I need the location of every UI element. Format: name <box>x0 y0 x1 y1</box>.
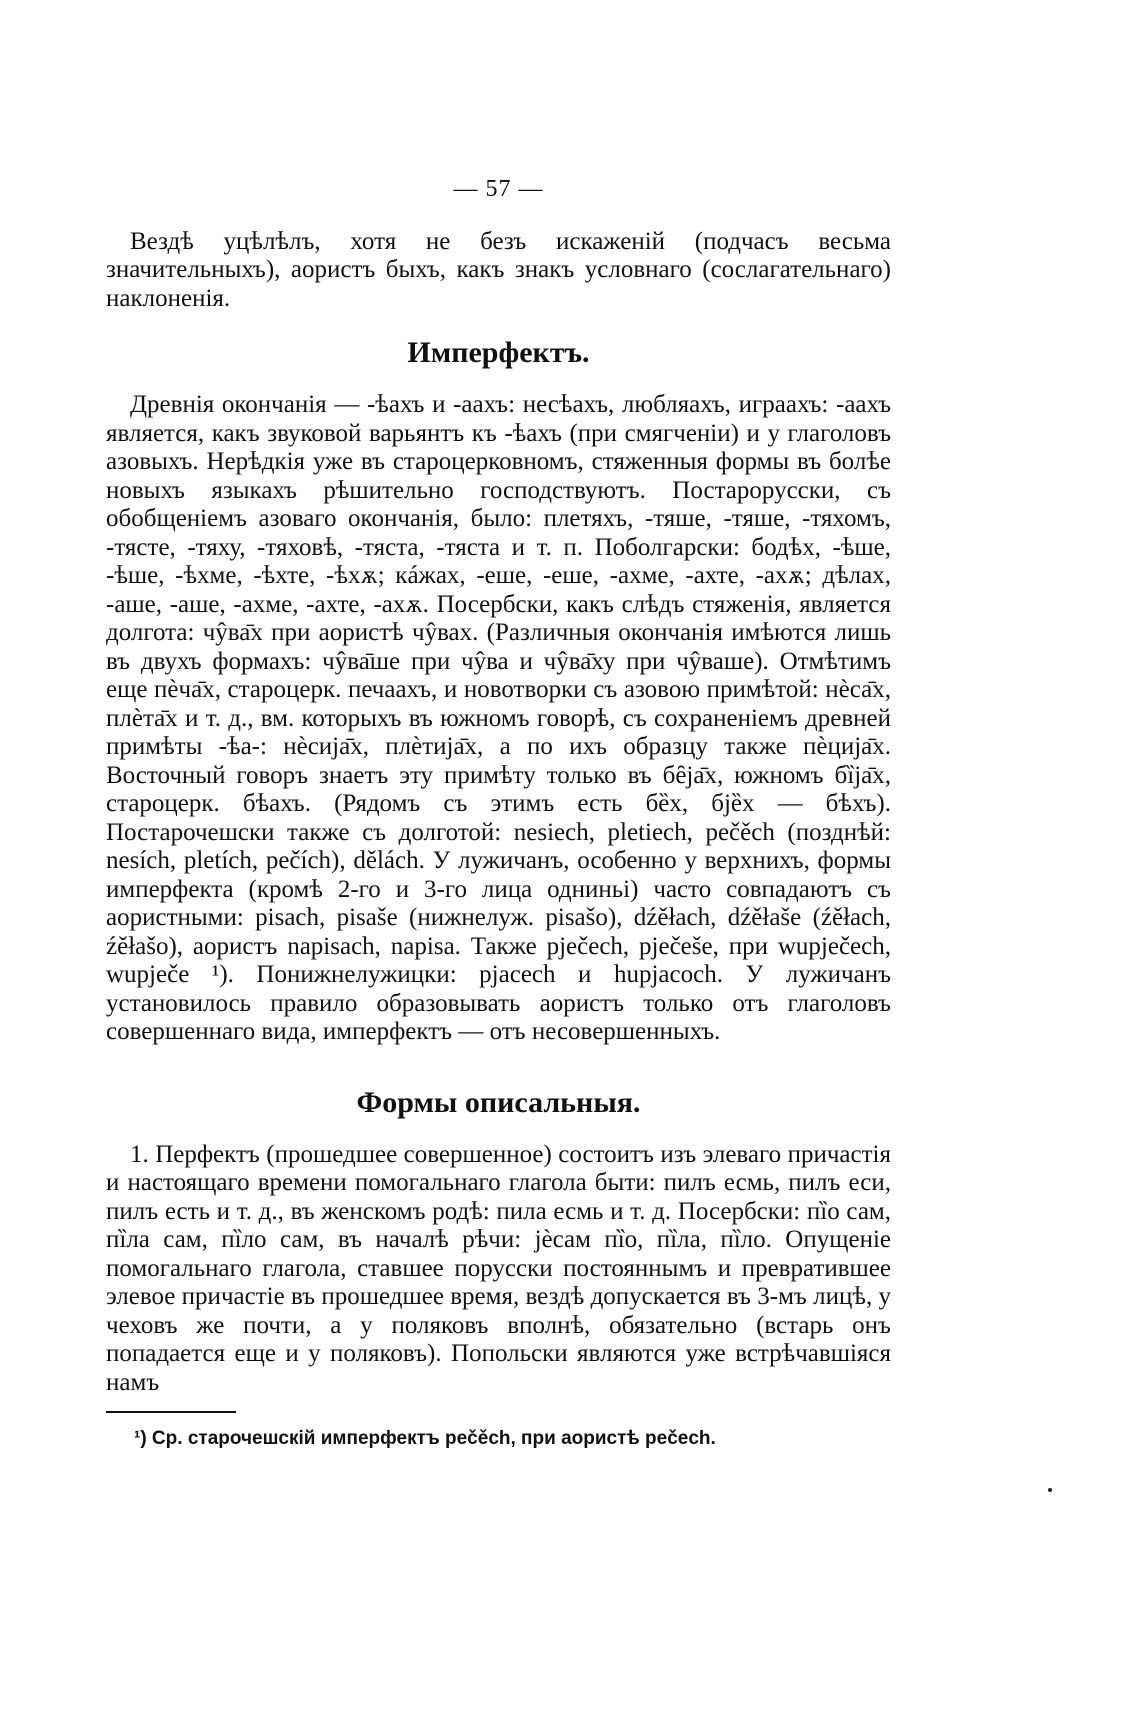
footnote-divider <box>106 1411 236 1413</box>
page-number: — 57 — <box>453 176 544 202</box>
footnote: ¹) Ср. старочешскій имперфектъ pečěch, при аористѣ pečech. <box>134 1428 716 1449</box>
perfect-paragraph: 1. Перфектъ (прошедшее совершенное) состоитъ изъ элеваго причастія и настоящаго времени помогальнаго глагола быти: пилъ есмь, пилъ еси, пилъ есть и т. д., въ женскомъ родѣ: пила есмь и т. д. Посербски: пȉо сам, пȉла сам, пȉло сам, въ началѣ рѣчи: јѐсам пȉо, пȉла, пȉло. Опущеніе помогальнаго глагола, ставшее порусски постояннымъ и превратившее элевое причастіе въ прошедшее время, вездѣ допускается въ 3-мъ лицѣ, у чеховъ же почти, а у поляковъ вполнѣ, обязательно (встарь онъ попадается еще и у поляковъ). Попольски являются уже встрѣчавшіяся намъ <box>106 1140 891 1396</box>
section-title-descriptive-forms: Формы описальныя. <box>356 1085 641 1119</box>
section-title-imperfect: Имперфектъ. <box>407 336 590 369</box>
imperfect-paragraph: Древнія окончанія — -ѣахъ и -аахъ: несѣахъ, любляахъ, играахъ: -аахъ является, какъ звуковой варьянтъ къ -ѣахъ (при смягченіи) и у глаголовъ азовыхъ. Нерѣдкія уже въ староцерковномъ, стяженныя формы въ болѣе новыхъ языкахъ рѣшительно господствуютъ. Постарорусски, съ обобщеніемъ азоваго окончанія, было: плетяхъ, -тяше, -тяше, -тяхомъ, -тясте, -тяху, -тяховѣ, -тяста, -тяста и т. п. Поболгарски: бодѣх, -ѣше, -ѣше, -ѣхме, -ѣхте, -ѣхѫ; кáжах, -еше, -еше, -ахме, -ахте, -ахѫ; дѣлах, -аше, -аше, -ахме, -ахте, -ахѫ. Посербски, какъ слѣдъ стяженія, является долгота: чŷва̄х при аористѣ чŷвах. (Различныя окончанія имѣются лишь въ двухъ формахъ: чŷва̄ше при чŷва и чŷва̄ху при чŷваше). Отмѣтимъ еще пѐча̄х, староцерк. печаахъ, и новотворки съ азовою примѣтой: нѐса̄х, плѐта̄х и т. д., вм. которыхъ въ южномъ говорѣ, съ сохраненіемъ древней примѣты -ѣа-: нѐсиjа̄х, плѐтиjа̄х, а по ихъ образцу также пѐциjа̄х. Восточный говоръ знаетъ эту примѣту только въ бȇја̄х, южномъ бȉја̄х, староцерк. бѣахъ. (Рядомъ съ этимъ есть бȅх, бјȅх — бѣхъ). Постарочешски также съ долготой: nesiech, pletiech, pečěch (позднѣй: nesích, pletích, pečích), dělách. У лужичанъ, особенно у верхнихъ, формы имперфекта (кромѣ 2-го и 3-го лица одниньі) часто совпадаютъ съ аористными: pisach, pisaše (нижнелуж. pisašo), dźěłach, dźěłaše (źěłach, źěłašo), аористъ napisach, napisa. Также pječech, pječeše, при wupječech, wupječe ¹). Понижнелужицки: pjacech и hupjacoch. У лужичанъ установилось правило образовывать аористъ только отъ глаголовъ совершеннаго вида, имперфектъ — отъ несовершенныхъ. <box>106 391 891 1045</box>
print-speck <box>1048 1488 1052 1492</box>
intro-paragraph: Вездѣ уцѣлѣлъ, хотя не безъ искаженій (подчасъ весьма значительныхъ), аористъ быхъ, какъ знакъ условнаго (сослагательнаго) наклоненія. <box>106 227 891 312</box>
document-page <box>106 175 891 1451</box>
